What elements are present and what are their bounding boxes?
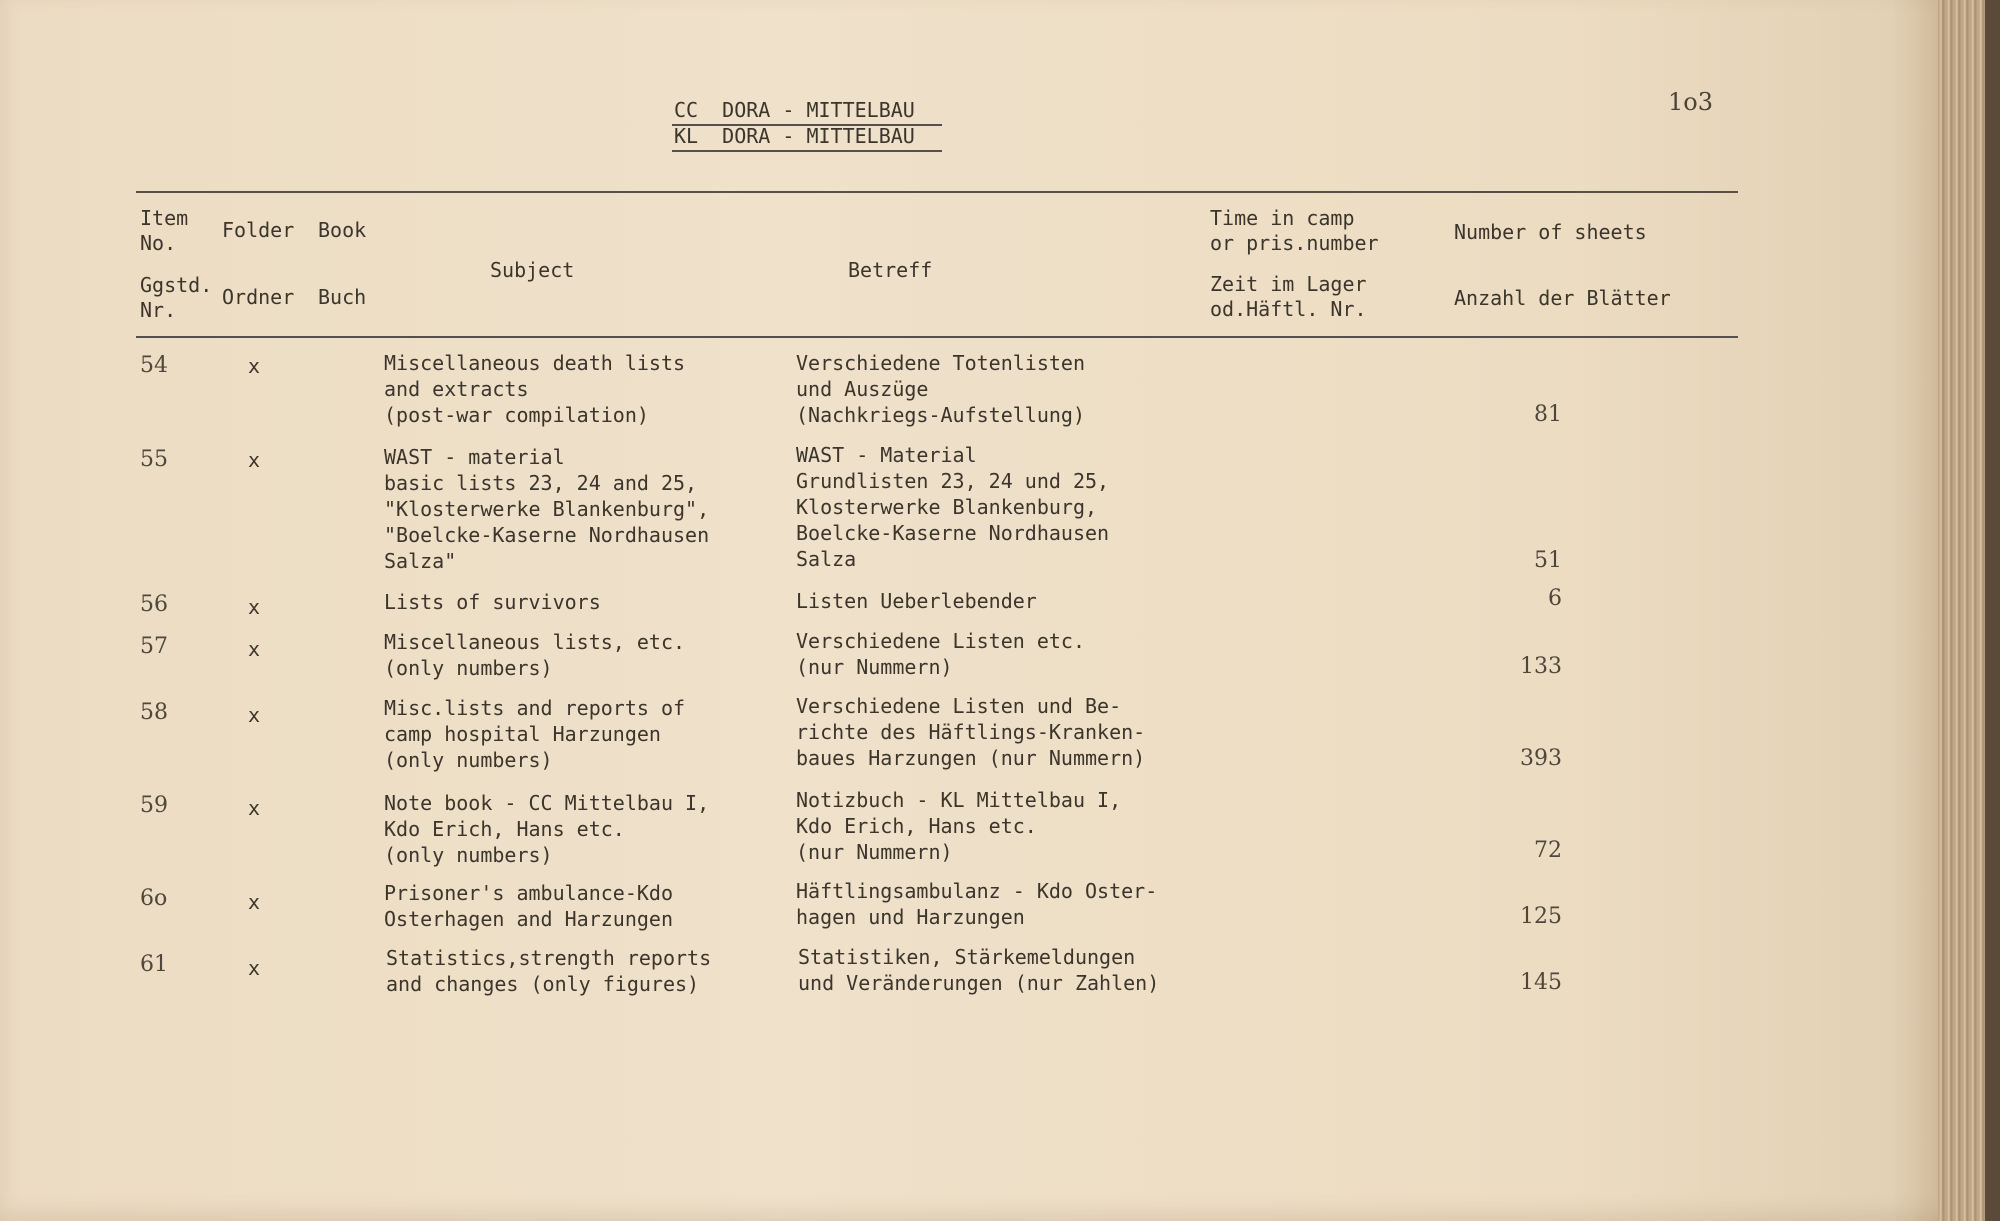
- row-sheet-count: 6: [1548, 586, 1562, 611]
- row-item-number: 55: [140, 447, 168, 472]
- header-subject: Subject: [490, 258, 575, 282]
- row-subject: Lists of survivors: [384, 590, 601, 614]
- row-folder-mark: x: [248, 703, 261, 727]
- row-betreff: Verschiedene Listen etc. (nur Nummern): [796, 629, 1085, 679]
- row-folder-mark: x: [248, 796, 261, 820]
- header-book: Book: [318, 218, 367, 242]
- row-sheet-count: 51: [1534, 548, 1562, 573]
- header-number-of-sheets: Number of sheets: [1454, 220, 1647, 244]
- table-top-rule: [136, 191, 1738, 193]
- title-underline-2: [672, 150, 942, 152]
- row-betreff: Listen Ueberlebender: [796, 589, 1037, 613]
- header-betreff: Betreff: [848, 258, 933, 282]
- header-time-in-camp: Time in camp or pris.number: [1210, 206, 1379, 255]
- row-subject: Miscellaneous death lists and extracts (post-war compilation): [384, 351, 686, 427]
- row-subject: Note book - CC Mittelbau I, Kdo Erich, Hans etc. (only numbers): [384, 791, 710, 867]
- table-header-rule: [136, 336, 1738, 338]
- row-sheet-count: 125: [1520, 904, 1562, 929]
- row-subject: Miscellaneous lists, etc. (only numbers): [384, 630, 686, 680]
- row-folder-mark: x: [248, 890, 261, 914]
- row-item-number: 57: [140, 634, 168, 659]
- row-betreff: Verschiedene Totenlisten und Auszüge (Nachkriegs-Aufstellung): [796, 351, 1085, 427]
- header-item-no: Item No.: [140, 206, 189, 255]
- row-sheet-count: 393: [1520, 746, 1562, 771]
- row-item-number: 59: [140, 793, 168, 818]
- row-item-number: 56: [140, 592, 168, 617]
- row-item-number: 6o: [140, 886, 168, 911]
- row-folder-mark: x: [248, 956, 261, 980]
- row-betreff: WAST - Material Grundlisten 23, 24 und 25, Klosterwerke Blankenburg, Boelcke-Kaserne Nordhausen Salza: [796, 443, 1110, 571]
- row-betreff: Notizbuch - KL Mittelbau I, Kdo Erich, Hans etc. (nur Nummern): [796, 788, 1122, 864]
- row-betreff: Häftlingsambulanz - Kdo Oster- hagen und Harzungen: [796, 879, 1158, 929]
- header-folder: Folder: [222, 218, 295, 242]
- book-cover-edge: [1985, 0, 2000, 1221]
- row-folder-mark: x: [248, 354, 261, 378]
- row-folder-mark: x: [248, 595, 261, 619]
- header-ggstd-nr: Ggstd. Nr.: [140, 273, 213, 322]
- row-sheet-count: 145: [1520, 970, 1562, 995]
- row-folder-mark: x: [248, 637, 261, 661]
- header-ordner: Ordner: [222, 285, 295, 309]
- row-subject: Prisoner's ambulance-Kdo Osterhagen and Harzungen: [384, 881, 673, 931]
- row-sheet-count: 81: [1534, 402, 1562, 427]
- header-buch: Buch: [318, 285, 367, 309]
- page-number: 1o3: [1668, 88, 1713, 116]
- row-subject: WAST - material basic lists 23, 24 and 25, "Klosterwerke Blankenburg", "Boelcke-Kaserne Nordhausen Salza": [384, 445, 710, 573]
- title-line-2: KL DORA - MITTELBAU: [674, 124, 915, 148]
- row-betreff: Verschiedene Listen und Be- richte des Häftlings-Kranken- baues Harzungen (nur Nummern): [796, 694, 1146, 770]
- row-folder-mark: x: [248, 448, 261, 472]
- row-item-number: 58: [140, 700, 168, 725]
- header-zeit-im-lager: Zeit im Lager od.Häftl. Nr.: [1210, 272, 1367, 321]
- row-item-number: 61: [140, 952, 168, 977]
- row-subject: Statistics,strength reports and changes (only figures): [386, 946, 712, 996]
- row-item-number: 54: [140, 353, 168, 378]
- row-betreff: Statistiken, Stärkemeldungen und Veränderungen (nur Zahlen): [798, 945, 1160, 995]
- row-sheet-count: 133: [1520, 654, 1562, 679]
- row-subject: Misc.lists and reports of camp hospital Harzungen (only numbers): [384, 696, 686, 772]
- row-sheet-count: 72: [1534, 838, 1562, 863]
- title-line-1: CC DORA - MITTELBAU: [674, 98, 915, 122]
- header-anzahl-der-blaetter: Anzahl der Blätter: [1454, 286, 1671, 310]
